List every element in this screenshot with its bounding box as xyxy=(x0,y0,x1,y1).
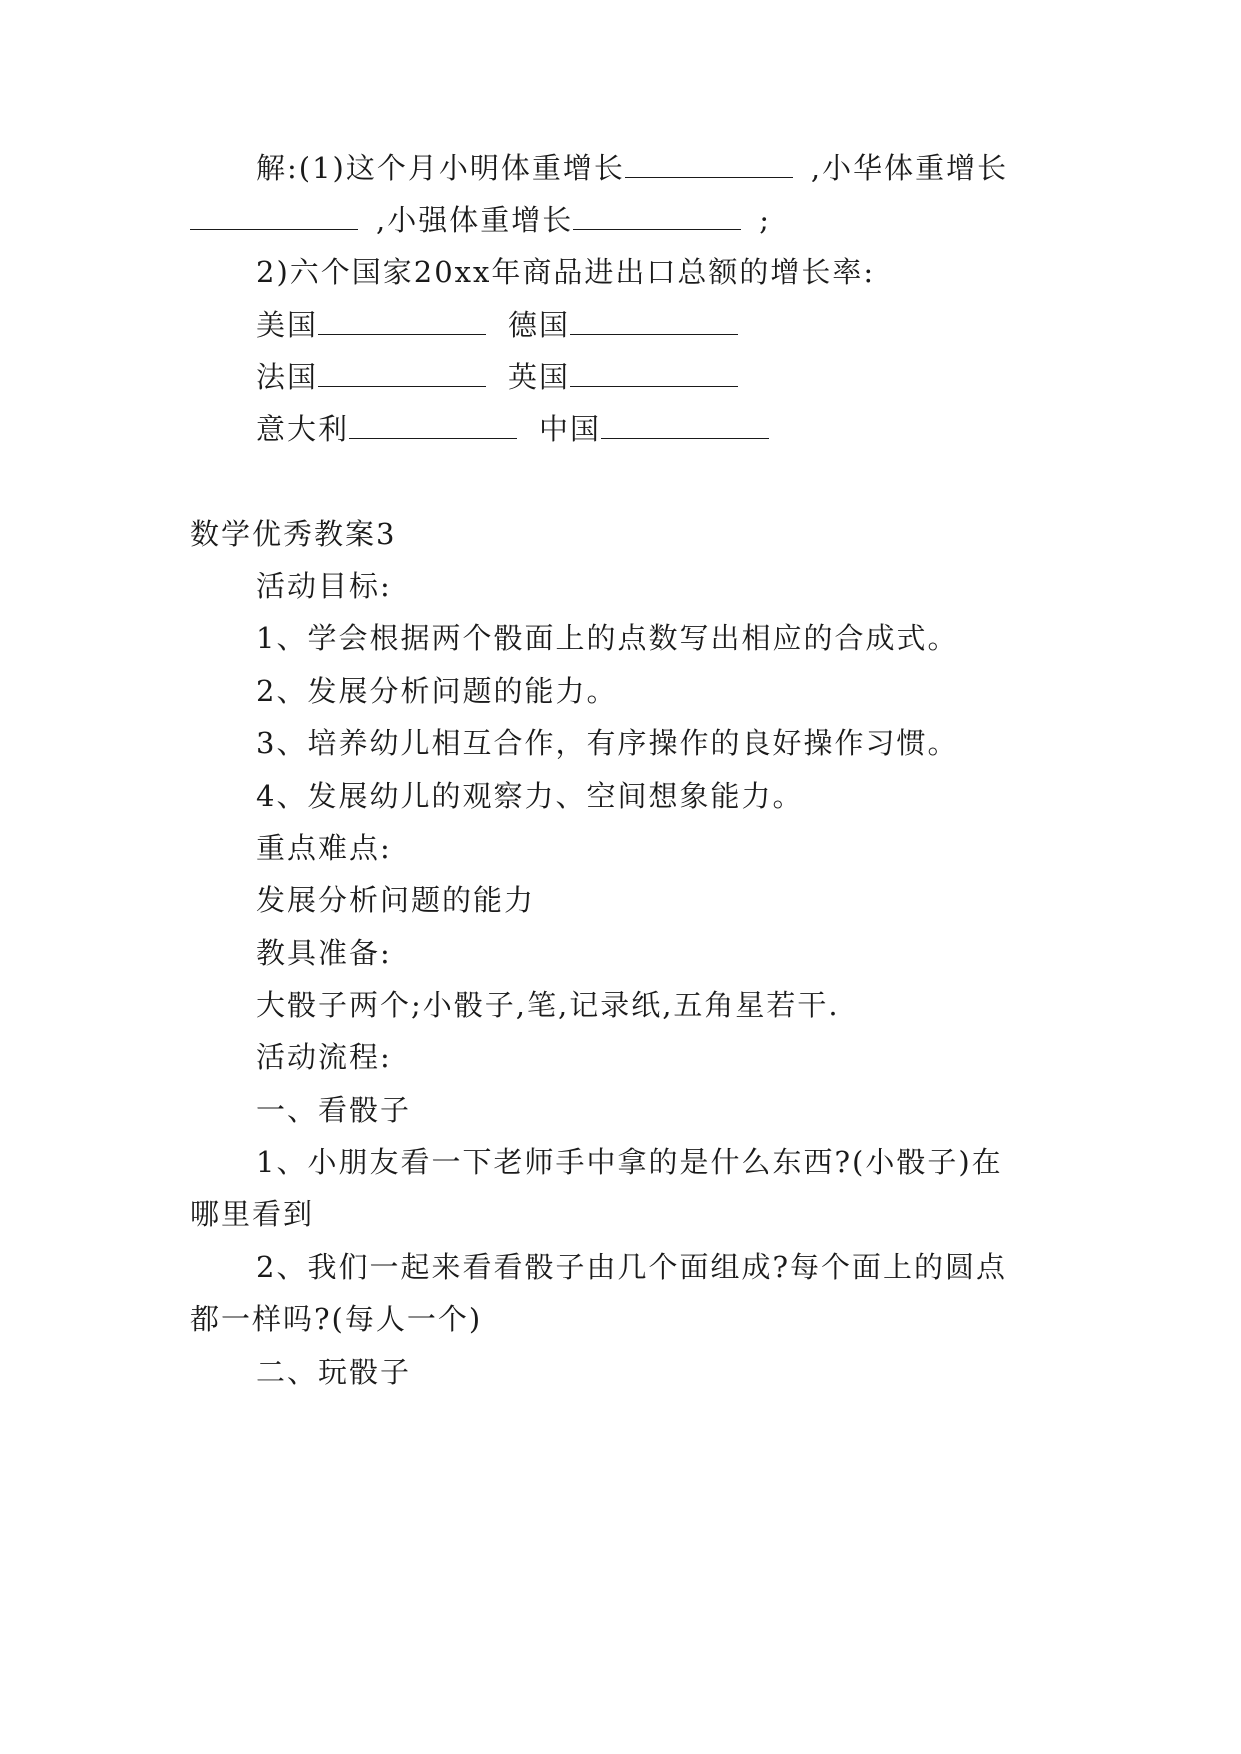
section-line: 活动目标: xyxy=(256,569,392,603)
country-label-uk: 英国 xyxy=(508,360,571,394)
answer-blank-italy[interactable] xyxy=(349,412,517,439)
section-line: 发展分析问题的能力 xyxy=(256,883,536,917)
section-title xyxy=(190,514,396,554)
country-row-3 xyxy=(256,409,769,449)
answer-blank-usa[interactable] xyxy=(318,308,486,335)
country-label-france: 法国 xyxy=(256,360,319,394)
section-line: 教具准备: xyxy=(256,936,392,970)
answer-blank-france[interactable] xyxy=(318,360,486,387)
solution-line-3 xyxy=(256,252,875,292)
solution-line-2-mid: ,小强体重增长 xyxy=(376,203,574,237)
section-line: 一、看骰子 xyxy=(256,1093,412,1127)
country-label-usa: 美国 xyxy=(256,308,319,342)
section-line: 大骰子两个;小骰子,笔,记录纸,五角星若干. xyxy=(256,988,840,1022)
section-line: 二、玩骰子 xyxy=(256,1355,412,1389)
solution-line-1-prefix: 解:(1)这个月小明体重增长 xyxy=(256,151,625,185)
section-line: 2、我们一起来看看骰子由几个面组成?每个面上的圆点 xyxy=(256,1250,1007,1284)
section-title-text: 数学优秀教案3 xyxy=(190,517,397,551)
solution-line-2-end: ; xyxy=(759,203,771,237)
section-line: 4、发展幼儿的观察力、空间想象能力。 xyxy=(256,779,804,813)
country-row-1 xyxy=(256,305,738,345)
solution-line-2 xyxy=(190,200,771,240)
answer-blank-germany[interactable] xyxy=(570,308,738,335)
answer-blank-xiaoming[interactable] xyxy=(625,151,793,178)
solution-line-3-text: 2)六个国家20xx年商品进出口总额的增长率: xyxy=(256,255,876,289)
section-line: 1、学会根据两个骰面上的点数写出相应的合成式。 xyxy=(256,621,959,655)
section-line: 都一样吗?(每人一个) xyxy=(190,1302,483,1336)
section-line: 重点难点: xyxy=(256,831,392,865)
solution-line-1 xyxy=(256,148,1008,188)
country-label-italy: 意大利 xyxy=(256,412,350,446)
answer-blank-xiaohua[interactable] xyxy=(190,203,358,230)
section-line: 活动流程: xyxy=(256,1040,392,1074)
section-line: 3、培养幼儿相互合作，有序操作的良好操作习惯。 xyxy=(256,726,959,760)
country-label-germany: 德国 xyxy=(508,308,571,342)
answer-blank-xiaoqiang[interactable] xyxy=(573,203,741,230)
answer-blank-uk[interactable] xyxy=(570,360,738,387)
country-row-2 xyxy=(256,357,738,397)
country-label-china: 中国 xyxy=(539,412,602,446)
section-line: 2、发展分析问题的能力。 xyxy=(256,674,618,708)
section-line: 1、小朋友看一下老师手中拿的是什么东西?(小骰子)在 xyxy=(256,1145,1003,1179)
solution-line-1-mid: ,小华体重增长 xyxy=(810,151,1009,185)
answer-blank-china[interactable] xyxy=(601,412,769,439)
section-line: 哪里看到 xyxy=(190,1197,315,1231)
